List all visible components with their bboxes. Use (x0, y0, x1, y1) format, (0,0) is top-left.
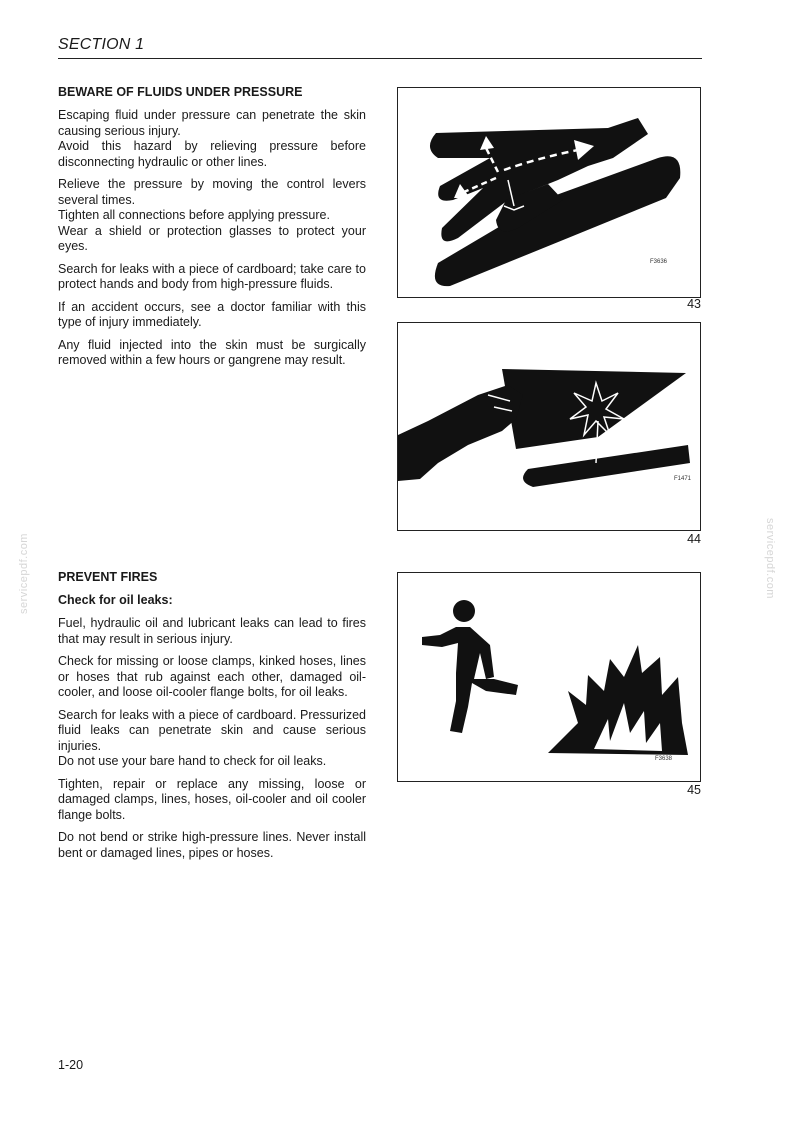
fires-text: Do not bend or strike high-pressure lines. Never install bent or damaged lines, pipes or hoses. (58, 830, 366, 860)
fluids-text: Escaping fluid under pressure can penetrate the skin causing serious injury. (58, 108, 366, 138)
fluids-paragraph (58, 338, 366, 369)
figure-number: 43 (687, 297, 701, 311)
figure-code: F3636 (650, 259, 668, 265)
figure-43-box (397, 87, 701, 298)
figure-code: F1471 (674, 476, 692, 482)
fires-paragraph (58, 708, 366, 770)
fluids-text: Search for leaks with a piece of cardboard; take care to protect hands and body from high-pressure fluids. (58, 261, 366, 291)
fluids-text: If an accident occurs, see a doctor familiar with this type of injury immediately. (58, 299, 366, 329)
page-number: 1-20 (58, 1058, 84, 1072)
fluids-paragraph (58, 300, 366, 331)
watermark-right: servicepdf.com (764, 518, 776, 599)
fluids-text: Any fluid injected into the skin must be surgically removed within a few hours or gangrene may result. (58, 337, 366, 367)
fluids-paragraph (58, 108, 366, 170)
figure-number: 45 (687, 783, 701, 797)
fluids-text: Wear a shield or protection glasses to protect your eyes. (58, 223, 366, 253)
figure-number: 44 (687, 532, 701, 546)
fluids-text: Avoid this hazard by relieving pressure before disconnecting hydraulic or other lines. (58, 139, 366, 169)
fires-text: Check for missing or loose clamps, kinked hoses, lines or hoses that rub against each other, damaged oil-cooler, and loose oil-cooler flange bolts, for oil leaks. (58, 654, 366, 699)
fires-text: Search for leaks with a piece of cardboard. Pressurized fluid leaks can penetrate skin and cause serious injuries. (58, 707, 366, 753)
fluids-paragraph (58, 177, 366, 255)
fires-section (58, 570, 366, 868)
figure-44-box (397, 322, 701, 531)
fluids-heading: BEWARE OF FLUIDS UNDER PRESSURE (58, 85, 303, 99)
fires-paragraph (58, 616, 366, 647)
fluids-text: Tighten all connections before applying pressure. (58, 208, 330, 222)
section-header (58, 36, 702, 59)
fluids-section (58, 85, 366, 376)
fires-paragraph (58, 654, 366, 701)
figure-code: F3638 (655, 756, 673, 762)
watermark-left: servicepdf.com (18, 533, 30, 614)
fires-text: Do not use your bare hand to check for oil leaks. (58, 754, 327, 768)
fluids-text: Relieve the pressure by moving the control levers several times. (58, 177, 366, 207)
fire-escape-illustration (398, 573, 699, 780)
fires-paragraph (58, 830, 366, 861)
cardboard-leak-check-illustration (398, 323, 699, 529)
fires-heading: PREVENT FIRES (58, 570, 158, 584)
fires-text: Tighten, repair or replace any missing, loose or damaged clamps, lines, hoses, oil-cooler and oil cooler flange bolts. (58, 776, 366, 822)
figure-45-box (397, 572, 701, 782)
fires-subheading: Check for oil leaks: (58, 593, 173, 607)
fires-paragraph (58, 777, 366, 824)
fluids-paragraph (58, 262, 366, 293)
fires-text: Fuel, hydraulic oil and lubricant leaks can lead to fires that may result in serious injury. (58, 616, 366, 646)
section-title: SECTION 1 (58, 36, 145, 53)
